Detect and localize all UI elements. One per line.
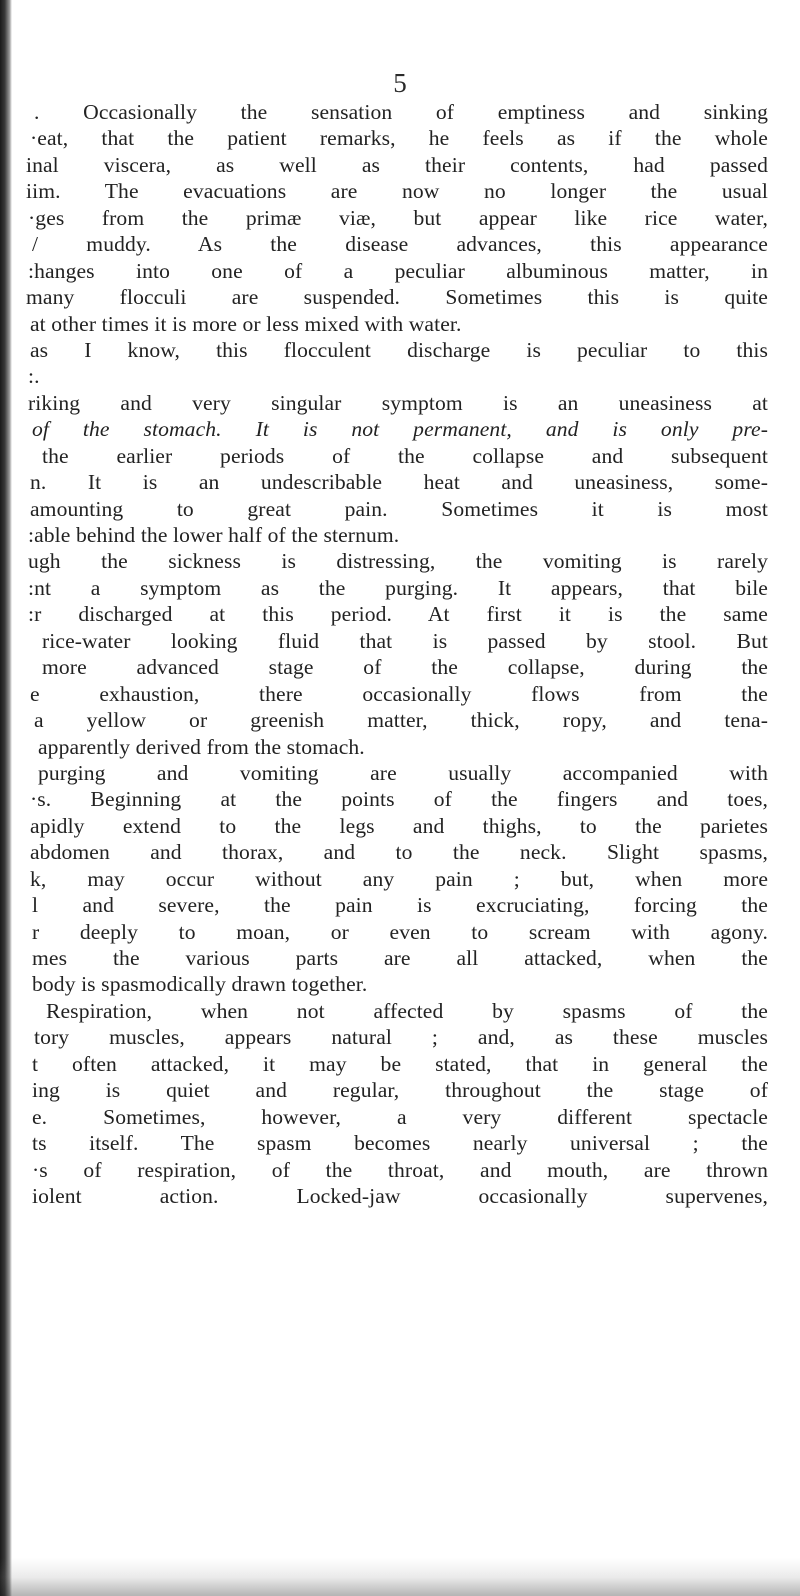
text-line: apidly extend to the legs and thighs, to the parietes [30, 813, 768, 838]
text-line: ·s of respiration, of the throat, and mouth, are thrown [32, 1157, 768, 1182]
text-line: r deeply to moan, or even to scream with agony. [32, 919, 768, 944]
text-line: l and severe, the pain is excruciating, forcing the [32, 893, 768, 918]
text-line: :hanges into one of a peculiar albuminous matter, in [28, 258, 768, 283]
text-line: ugh the sickness is distressing, the vomiting is rarely [28, 549, 768, 574]
text-line: amounting to great pain. Sometimes it is most [30, 496, 768, 521]
text-line: ing is quiet and regular, throughout the stage of [32, 1078, 768, 1103]
text-line: e. Sometimes, however, a very different spectacle [32, 1104, 768, 1129]
text-line: inal viscera, as well as their contents, had passed [26, 152, 768, 177]
text-line: k, may occur without any pain ; but, when more [30, 866, 768, 891]
text-line: mes the various parts are all attacked, when the [32, 946, 768, 970]
text-line: purging and vomiting are usually accompanied with [38, 760, 768, 785]
text-line: :nt a symptom as the purging. It appears, that bile [28, 575, 768, 600]
text-line: n. It is an undescribable heat and uneasiness, some- [30, 470, 768, 495]
text-line: :able behind the lower half of the sternum. [28, 523, 400, 547]
text-line: ts itself. The spasm becomes nearly universal ; the [32, 1131, 768, 1156]
text-line: . Occasionally the sensation of emptiness and sinking [34, 100, 768, 124]
text-line: / muddy. As the disease advances, this appearance [32, 232, 768, 257]
text-line: riking and very singular symptom is an uneasiness at [28, 390, 768, 415]
text-line: a yellow or greenish matter, thick, ropy, and tena- [34, 708, 768, 733]
text-line: :. [28, 364, 40, 389]
text-line: ·s. Beginning at the points of the fingers and toes, [30, 787, 768, 812]
text-line: iim. The evacuations are now no longer the usual [26, 179, 768, 204]
text-line: t often attacked, it may be stated, that in general the [32, 1051, 768, 1076]
text-line: more advanced stage of the collapse, during the [42, 655, 768, 680]
text-line: ·eat, that the patient remarks, he feels as if the whole [30, 126, 768, 151]
text-line: as I know, this flocculent discharge is peculiar to this [30, 337, 768, 362]
text-line: e exhaustion, there occasionally flows from the [30, 681, 768, 706]
text-line: iolent action. Locked-jaw occasionally supervenes, [32, 1183, 768, 1208]
text-line: ·ges from the primæ viæ, but appear like rice water, [28, 205, 768, 230]
page-bottom-shadow [0, 1558, 800, 1596]
text-line: :r discharged at this period. At first it is the same [28, 602, 768, 627]
text-line: apparently derived from the stomach. [38, 734, 365, 759]
text-line: Respiration, when not affected by spasms of the [46, 998, 768, 1023]
body-text [24, 99, 768, 1209]
text-line: body is spasmodically drawn together. [32, 972, 368, 997]
page-number: 5 [393, 68, 407, 98]
text-line: tory muscles, appears natural ; and, as these muscles [34, 1025, 768, 1050]
binding-edge [0, 0, 12, 1596]
text-line: the earlier periods of the collapse and subsequent [42, 443, 768, 468]
text-line: many flocculi are suspended. Sometimes this is quite [26, 285, 768, 310]
text-line: rice-water looking fluid that is passed by stool. But [42, 628, 768, 653]
text-line: of the stomach. It is not permanent, and is only pre- [32, 417, 768, 442]
text-line: at other times it is more or less mixed with water. [30, 311, 462, 336]
text-line: abdomen and thorax, and to the neck. Slight spasms, [30, 840, 768, 865]
